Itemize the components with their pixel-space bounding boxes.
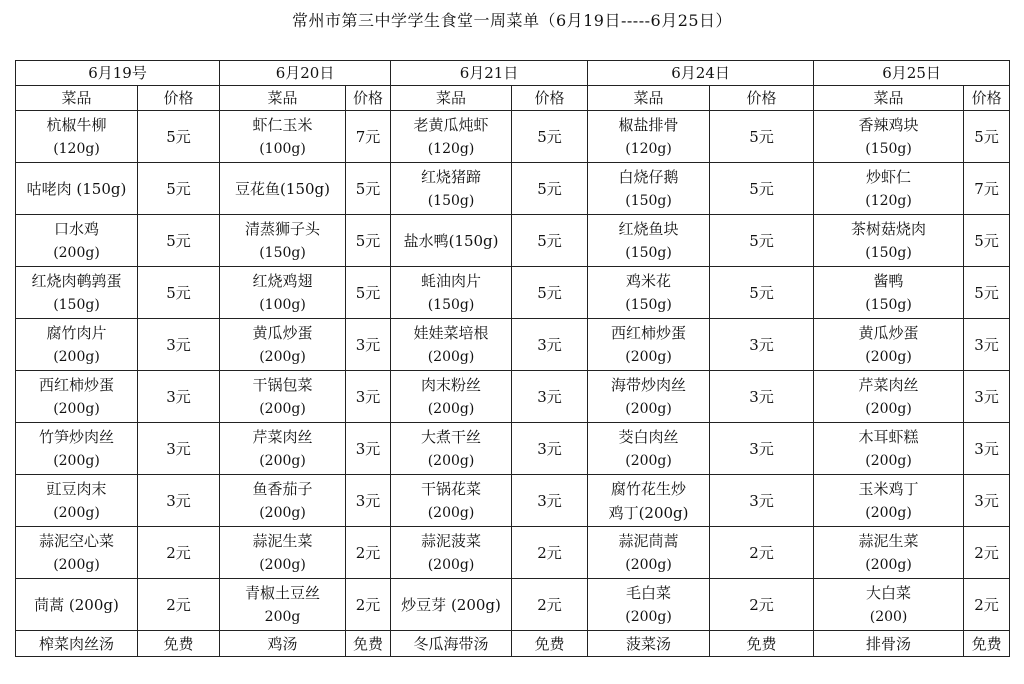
dish-cell xyxy=(814,267,964,319)
dish-cell xyxy=(220,267,346,319)
dish-name: 青椒土豆丝 xyxy=(245,583,321,602)
dish-cell xyxy=(16,527,138,579)
dish-weight: (200g) xyxy=(427,348,475,365)
dish-column-header: 菜品 xyxy=(814,86,964,111)
dish-price: 3元 xyxy=(138,319,220,371)
dish-name: 炒豆芽 (200g) xyxy=(401,595,501,614)
dish-price: 3元 xyxy=(138,423,220,475)
dish-name: 腐竹肉片 xyxy=(46,323,107,342)
dish-name: 虾仁玉米 xyxy=(252,115,313,134)
dish-weight: (150g) xyxy=(865,244,912,261)
dish-price: 3元 xyxy=(964,319,1010,371)
dish-cell xyxy=(814,371,964,423)
dish-name: 西红柿炒蛋 xyxy=(38,375,114,394)
dish-weight: (200g) xyxy=(53,504,100,521)
dish-cell xyxy=(391,215,512,267)
dish-price: 3元 xyxy=(710,319,814,371)
dish-weight: (200g) xyxy=(865,400,912,417)
table-row xyxy=(16,215,1010,267)
dish-name: 杭椒牛柳 xyxy=(46,115,107,134)
dish-weight: (200g) xyxy=(625,556,672,573)
dish-price: 5元 xyxy=(512,215,588,267)
dish-price: 5元 xyxy=(138,111,220,163)
dish-price: 3元 xyxy=(346,423,391,475)
dish-weight: (150g) xyxy=(427,296,475,313)
dish-name: 腐竹花生炒 xyxy=(611,479,687,498)
dish-weight: (200g) xyxy=(427,400,475,417)
dish-price: 5元 xyxy=(964,111,1010,163)
dish-name: 木耳虾糕 xyxy=(858,427,919,446)
dish-price: 3元 xyxy=(346,371,391,423)
dish-name: 蒜泥菠菜 xyxy=(421,531,482,550)
dish-price: 3元 xyxy=(138,371,220,423)
dish-weight: (200g) xyxy=(53,452,100,469)
table-row xyxy=(16,527,1010,579)
dish-cell xyxy=(814,527,964,579)
dish-cell xyxy=(588,267,710,319)
dish-weight: (150g) xyxy=(625,192,672,209)
dish-cell xyxy=(391,319,512,371)
dish-price: 2元 xyxy=(138,527,220,579)
dish-price: 5元 xyxy=(512,111,588,163)
dish-name: 干锅花菜 xyxy=(421,479,482,498)
soup-price: 免费 xyxy=(138,631,220,657)
table-row xyxy=(16,371,1010,423)
dish-cell xyxy=(588,579,710,631)
dish-name: 酱鸭 xyxy=(873,271,904,290)
dish-price: 2元 xyxy=(710,527,814,579)
soup-name: 鸡汤 xyxy=(220,631,346,657)
dish-price: 5元 xyxy=(138,215,220,267)
dish-cell xyxy=(588,423,710,475)
dish-name: 干锅包菜 xyxy=(252,375,313,394)
weekly-menu-table xyxy=(15,60,1010,657)
column-header-row xyxy=(16,86,1010,111)
dish-weight: (200g) xyxy=(427,504,475,521)
dish-name: 豆花鱼(150g) xyxy=(235,179,330,198)
dish-name: 豇豆肉末 xyxy=(46,479,107,498)
dish-cell xyxy=(588,371,710,423)
dish-cell xyxy=(588,163,710,215)
dish-cell xyxy=(220,475,346,527)
dish-weight: (200g) xyxy=(259,452,306,469)
dish-cell xyxy=(391,163,512,215)
dish-weight: (200g) xyxy=(259,400,306,417)
dish-name: 红烧鸡翅 xyxy=(252,271,313,290)
dish-cell xyxy=(814,163,964,215)
table-row xyxy=(16,163,1010,215)
dish-weight: (200g) xyxy=(865,348,912,365)
price-column-header: 价格 xyxy=(346,86,391,111)
day-date: 6月20日 xyxy=(220,61,391,86)
soup-price: 免费 xyxy=(512,631,588,657)
dish-weight: (100g) xyxy=(259,296,306,313)
price-column-header: 价格 xyxy=(964,86,1010,111)
dish-weight: (150g) xyxy=(865,140,912,157)
dish-name: 香辣鸡块 xyxy=(858,115,919,134)
dish-column-header: 菜品 xyxy=(588,86,710,111)
dish-price: 3元 xyxy=(964,475,1010,527)
dish-weight: (200g) xyxy=(625,452,672,469)
dish-weight: (200g) xyxy=(625,348,672,365)
soup-price: 免费 xyxy=(346,631,391,657)
day-date: 6月25日 xyxy=(814,61,1010,86)
dish-name: 大煮干丝 xyxy=(421,427,482,446)
dish-weight: (200g) xyxy=(259,348,306,365)
dish-cell xyxy=(391,111,512,163)
dish-price: 7元 xyxy=(964,163,1010,215)
dish-name: 红烧猪蹄 xyxy=(421,167,482,186)
dish-cell xyxy=(16,215,138,267)
dish-weight: (150g) xyxy=(625,296,672,313)
dish-cell xyxy=(16,371,138,423)
dish-weight: (200g) xyxy=(865,556,912,573)
dish-price: 2元 xyxy=(964,579,1010,631)
table-row xyxy=(16,319,1010,371)
price-column-header: 价格 xyxy=(138,86,220,111)
dish-weight: (200g) xyxy=(427,556,475,573)
dish-price: 5元 xyxy=(710,215,814,267)
dish-cell xyxy=(391,579,512,631)
page-title: 常州市第三中学学生食堂一周菜单（6月19日-----6月25日） xyxy=(291,11,733,30)
dish-weight: (120g) xyxy=(53,140,100,157)
dish-name: 肉末粉丝 xyxy=(421,375,482,394)
dish-cell xyxy=(16,579,138,631)
dish-name: 西红柿炒蛋 xyxy=(611,323,687,342)
dish-name: 蒜泥生菜 xyxy=(252,531,313,550)
dish-name: 茭白肉丝 xyxy=(618,427,679,446)
dish-price: 3元 xyxy=(512,371,588,423)
dish-weight: (200g) xyxy=(625,400,672,417)
dish-price: 3元 xyxy=(512,423,588,475)
dish-name: 蒜泥茼蒿 xyxy=(618,531,679,550)
dish-cell xyxy=(220,371,346,423)
dish-name: 蒜泥生菜 xyxy=(858,531,919,550)
dish-cell xyxy=(220,319,346,371)
table-row xyxy=(16,579,1010,631)
dish-weight: (150g) xyxy=(865,296,912,313)
table-row xyxy=(16,475,1010,527)
dish-cell xyxy=(220,163,346,215)
dish-name: 娃娃菜培根 xyxy=(413,323,489,342)
table-row xyxy=(16,423,1010,475)
dish-price: 3元 xyxy=(710,423,814,475)
dish-cell xyxy=(814,111,964,163)
dish-name: 茶树菇烧肉 xyxy=(851,219,927,238)
dish-weight: (120g) xyxy=(427,140,475,157)
dish-name: 毛白菜 xyxy=(626,583,672,602)
soup-price: 免费 xyxy=(964,631,1010,657)
dish-name: 大白菜 xyxy=(866,583,912,602)
dish-weight: (200g) xyxy=(53,348,100,365)
dish-name: 咕咾肉 (150g) xyxy=(26,179,127,198)
dish-name: 蚝油肉片 xyxy=(421,271,482,290)
dish-cell xyxy=(391,527,512,579)
dish-cell xyxy=(16,111,138,163)
dish-name: 芹菜肉丝 xyxy=(858,375,919,394)
dish-name: 海带炒肉丝 xyxy=(611,375,687,394)
dish-weight: 200g xyxy=(264,608,301,625)
dish-price: 3元 xyxy=(964,423,1010,475)
dish-name: 蒜泥空心菜 xyxy=(38,531,114,550)
price-column-header: 价格 xyxy=(512,86,588,111)
dish-cell xyxy=(814,579,964,631)
dish-price: 5元 xyxy=(710,163,814,215)
dish-cell xyxy=(220,527,346,579)
dish-cell xyxy=(16,423,138,475)
dish-weight: (120g) xyxy=(625,140,672,157)
dish-name: 炒虾仁 xyxy=(866,167,912,186)
dish-name: 黄瓜炒蛋 xyxy=(858,323,919,342)
dish-price: 3元 xyxy=(710,475,814,527)
dish-cell xyxy=(16,163,138,215)
soup-price: 免费 xyxy=(710,631,814,657)
dish-weight: (200g) xyxy=(53,400,100,417)
dish-name: 老黄瓜炖虾 xyxy=(413,115,489,134)
dish-weight: (200) xyxy=(869,608,908,625)
dish-weight: (200g) xyxy=(259,556,306,573)
table-row xyxy=(16,111,1010,163)
dish-price: 5元 xyxy=(346,163,391,215)
dish-price: 5元 xyxy=(346,215,391,267)
day-date: 6月21日 xyxy=(391,61,588,86)
dish-weight: (150g) xyxy=(427,192,475,209)
dish-name: 椒盐排骨 xyxy=(618,115,679,134)
dish-name: 芹菜肉丝 xyxy=(252,427,313,446)
dish-cell xyxy=(814,319,964,371)
dish-cell xyxy=(588,111,710,163)
day-date: 6月19号 xyxy=(16,61,220,86)
dish-price: 5元 xyxy=(710,111,814,163)
dish-weight: (150g) xyxy=(53,296,100,313)
dish-name: 红烧鱼块 xyxy=(618,219,679,238)
price-column-header: 价格 xyxy=(710,86,814,111)
dish-price: 3元 xyxy=(346,319,391,371)
dish-weight: (200g) xyxy=(427,452,475,469)
dish-column-header: 菜品 xyxy=(220,86,346,111)
dish-weight: (200g) xyxy=(53,244,100,261)
dish-weight: (200g) xyxy=(865,504,912,521)
dish-price: 5元 xyxy=(138,163,220,215)
dish-price: 2元 xyxy=(710,579,814,631)
dish-cell xyxy=(814,423,964,475)
dish-weight: (100g) xyxy=(259,140,306,157)
dish-price: 2元 xyxy=(512,579,588,631)
dish-price: 3元 xyxy=(512,475,588,527)
dish-price: 3元 xyxy=(512,319,588,371)
soup-name: 冬瓜海带汤 xyxy=(391,631,512,657)
dish-weight: (200g) xyxy=(625,608,672,625)
dish-column-header: 菜品 xyxy=(391,86,512,111)
table-row xyxy=(16,267,1010,319)
dish-name: 黄瓜炒蛋 xyxy=(252,323,313,342)
dish-price: 2元 xyxy=(346,579,391,631)
day-date: 6月24日 xyxy=(588,61,814,86)
dish-name: 鸡米花 xyxy=(626,271,672,290)
dish-weight: 鸡丁(200g) xyxy=(608,503,689,522)
dish-price: 5元 xyxy=(710,267,814,319)
dish-cell xyxy=(16,475,138,527)
dish-cell xyxy=(588,215,710,267)
dish-cell xyxy=(814,215,964,267)
dish-price: 3元 xyxy=(964,371,1010,423)
soup-row xyxy=(16,631,1010,657)
dish-name: 红烧肉鹌鹑蛋 xyxy=(31,271,122,290)
dish-name: 茼蒿 (200g) xyxy=(34,595,119,614)
dish-price: 2元 xyxy=(964,527,1010,579)
dish-cell xyxy=(220,423,346,475)
dish-price: 5元 xyxy=(512,267,588,319)
dish-cell xyxy=(391,423,512,475)
dish-price: 5元 xyxy=(138,267,220,319)
dish-cell xyxy=(814,475,964,527)
dish-cell xyxy=(588,319,710,371)
dish-cell xyxy=(391,475,512,527)
dish-name: 清蒸狮子头 xyxy=(245,219,321,238)
dish-weight: (150g) xyxy=(625,244,672,261)
dish-price: 2元 xyxy=(138,579,220,631)
dish-name: 竹笋炒肉丝 xyxy=(38,427,114,446)
dish-cell xyxy=(391,371,512,423)
dish-cell xyxy=(16,319,138,371)
dish-price: 5元 xyxy=(964,215,1010,267)
dish-price: 5元 xyxy=(346,267,391,319)
soup-name: 榨菜肉丝汤 xyxy=(16,631,138,657)
soup-name: 菠菜汤 xyxy=(588,631,710,657)
dish-cell xyxy=(220,111,346,163)
dish-price: 7元 xyxy=(346,111,391,163)
dish-name: 口水鸡 xyxy=(53,219,99,238)
dish-weight: (200g) xyxy=(259,504,306,521)
soup-name: 排骨汤 xyxy=(814,631,964,657)
dish-name: 盐水鸭(150g) xyxy=(403,231,499,250)
dish-price: 2元 xyxy=(512,527,588,579)
dish-price: 2元 xyxy=(346,527,391,579)
dish-cell xyxy=(220,579,346,631)
dish-cell xyxy=(588,475,710,527)
dish-price: 3元 xyxy=(346,475,391,527)
dish-price: 5元 xyxy=(512,163,588,215)
dish-weight: (200g) xyxy=(865,452,912,469)
dish-column-header: 菜品 xyxy=(16,86,138,111)
date-header-row xyxy=(16,61,1010,86)
dish-cell xyxy=(220,215,346,267)
dish-price: 3元 xyxy=(710,371,814,423)
dish-name: 白烧仔鹅 xyxy=(618,167,679,186)
dish-cell xyxy=(588,527,710,579)
dish-weight: (200g) xyxy=(53,556,100,573)
dish-cell xyxy=(391,267,512,319)
dish-price: 5元 xyxy=(964,267,1010,319)
dish-name: 鱼香茄子 xyxy=(252,479,313,498)
dish-cell xyxy=(16,267,138,319)
dish-weight: (150g) xyxy=(259,244,306,261)
dish-name: 玉米鸡丁 xyxy=(858,479,919,498)
dish-weight: (120g) xyxy=(865,192,912,209)
dish-price: 3元 xyxy=(138,475,220,527)
